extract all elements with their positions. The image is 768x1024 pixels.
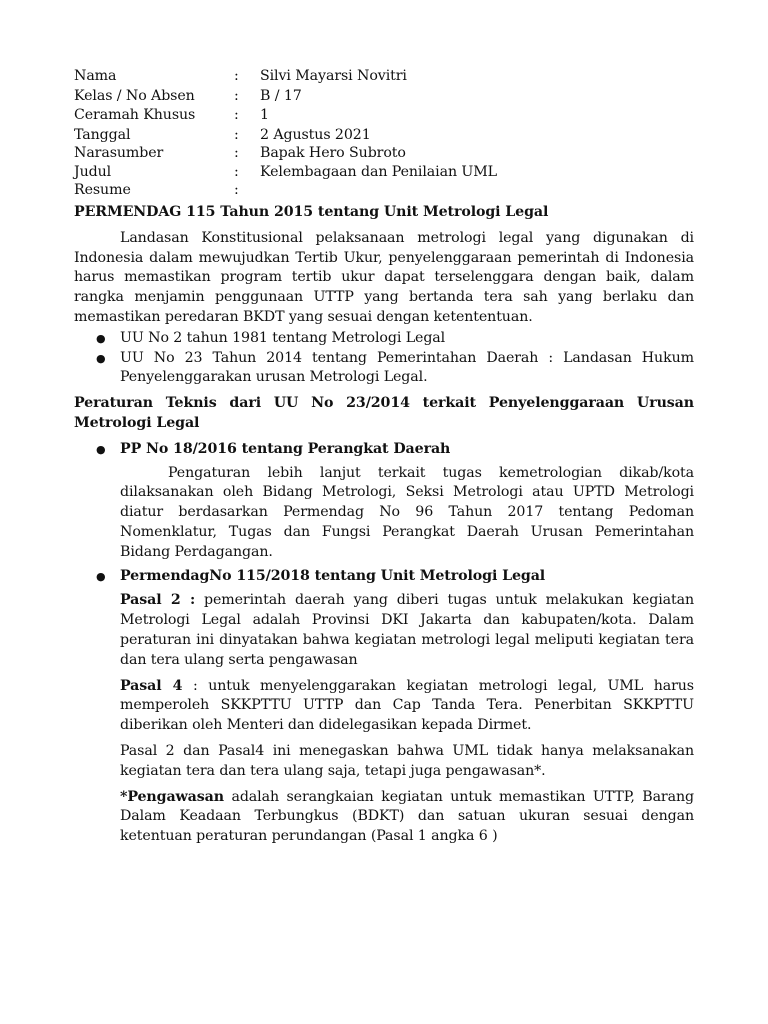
- meta-label: Ceramah Khusus: [74, 107, 196, 124]
- meta-value: 1: [260, 107, 269, 124]
- meta-label: Kelas / No Absen: [74, 87, 195, 104]
- resume-header: [74, 67, 694, 200]
- note-label: *Pengawasan: [120, 788, 224, 805]
- note-paragraph: [120, 788, 694, 847]
- meta-value: B / 17: [260, 87, 302, 104]
- meta-colon: :: [234, 87, 239, 104]
- meta-value: Silvi Mayarsi Novitri: [260, 68, 407, 84]
- list-item-text: UU No 23 Tahun 2014 tentang Pemerintahan Daerah : Landasan Hukum Penyelenggarakan urusan Metrologi Legal.: [120, 349, 694, 386]
- meta-row-nama: [74, 67, 694, 87]
- bullet-icon: ●: [96, 351, 106, 365]
- paragraph: Landasan Konstitusional pelaksanaan metrologi legal yang digunakan di Indonesia dalam mewujudkan Tertib Ukur, penyelenggaraan pemerintah di Indonesia harus memastikan program tertib ukur dapat terselenggara dengan baik, dalam rangka menjamin penggunaan UTTP yang bertanda tera sah yang berlaku dan memastikan peredaran BKDT yang sesuai dengan ketententuan.: [74, 229, 694, 325]
- meta-colon: :: [234, 107, 239, 124]
- meta-row-ceramah: [74, 106, 694, 126]
- list-item: [74, 329, 694, 349]
- meta-colon: :: [234, 126, 239, 143]
- pasal-label: Pasal 2 :: [120, 592, 196, 609]
- bullet-list: [74, 440, 694, 460]
- list-item: [74, 567, 694, 587]
- bullet-icon: ●: [96, 569, 106, 583]
- meta-colon: :: [234, 182, 239, 199]
- bullet-icon: ●: [96, 442, 106, 456]
- meta-label: Narasumber: [74, 145, 164, 162]
- paragraph: Pengaturan lebih lanjut terkait tugas kemetrologian dikab/kota dilaksanakan oleh Bidang Metrologi, Seksi Metrologi atau UPTD Metrologi diatur berdasarkan Permendag No 96 Tahun 2017 tentang Pedoman Nomenklatur, Tugas dan Fungsi Perangkat Daerah Urusan Pemerintahan Bidang Perdagangan.: [120, 464, 694, 560]
- pasal-4-paragraph: [120, 677, 694, 736]
- meta-label: Nama: [74, 68, 117, 84]
- section-heading: PERMENDAG 115 Tahun 2015 tentang Unit Metrologi Legal: [74, 204, 549, 220]
- meta-label: Resume: [74, 182, 131, 199]
- meta-row-narasumber: [74, 145, 694, 163]
- list-item: [74, 440, 694, 460]
- meta-colon: :: [234, 163, 239, 180]
- pasal-label: Pasal 4: [120, 677, 183, 694]
- meta-row-judul: [74, 163, 694, 183]
- list-item-heading: PermendagNo 115/2018 tentang Unit Metrologi Legal: [120, 567, 546, 584]
- resume-body: [74, 203, 694, 847]
- meta-value: Kelembagaan dan Penilaian UML: [260, 163, 497, 180]
- meta-colon: :: [234, 68, 239, 84]
- bullet-icon: ●: [96, 331, 106, 345]
- pasal-text: pemerintah daerah yang diberi tugas untuk melakukan kegiatan Metrologi Legal adalah Provinsi DKI Jakarta dan kabupaten/kota. Dalam peraturan ini dinyatakan bahwa kegiatan metrologi legal meliputi kegiatan tera dan tera ulang serta pengawasan: [120, 592, 694, 668]
- summary-paragraph: Pasal 2 dan Pasal4 ini menegaskan bahwa UML tidak hanya melaksanakan kegiatan tera dan tera ulang saja, tetapi juga pengawasan*.: [120, 742, 694, 779]
- meta-value: [260, 182, 694, 200]
- subsection-pp: [74, 464, 694, 563]
- meta-row-kelas: [74, 87, 694, 107]
- meta-row-tanggal: [74, 126, 694, 146]
- meta-value: 2 Agustus 2021: [260, 126, 371, 143]
- meta-value: Bapak Hero Subroto: [260, 145, 406, 162]
- bullet-list: [74, 329, 694, 388]
- pasal-text: : untuk menyelenggarakan kegiatan metrologi legal, UML harus memperoleh SKKPTTU UTTP dan Cap Tanda Tera. Penerbitan SKKPTTU diberikan oleh Menteri dan didelegasikan kepada Dirmet.: [120, 677, 694, 734]
- list-item-heading: PP No 18/2016 tentang Perangkat Daerah: [120, 440, 451, 457]
- meta-row-resume: [74, 182, 694, 200]
- pasal-2-paragraph: [120, 591, 694, 670]
- note-text: adalah serangkaian kegiatan untuk memastikan UTTP, Barang Dalam Keadaan Terbungkus (BDKT) dan satuan ukuran sesuai dengan ketentuan peraturan perundangan (Pasal 1 angka 6 ): [120, 788, 694, 845]
- list-item: [74, 349, 694, 389]
- list-item-text: UU No 2 tahun 1981 tentang Metrologi Legal: [120, 329, 446, 346]
- meta-label: Tanggal: [74, 126, 131, 143]
- subsection-permendag: [74, 591, 694, 847]
- meta-colon: :: [234, 145, 239, 162]
- meta-label: Judul: [74, 163, 112, 180]
- section-heading: Peraturan Teknis dari UU No 23/2014 terkait Penyelenggaraan Urusan Metrologi Legal: [74, 395, 694, 431]
- bullet-list: [74, 567, 694, 587]
